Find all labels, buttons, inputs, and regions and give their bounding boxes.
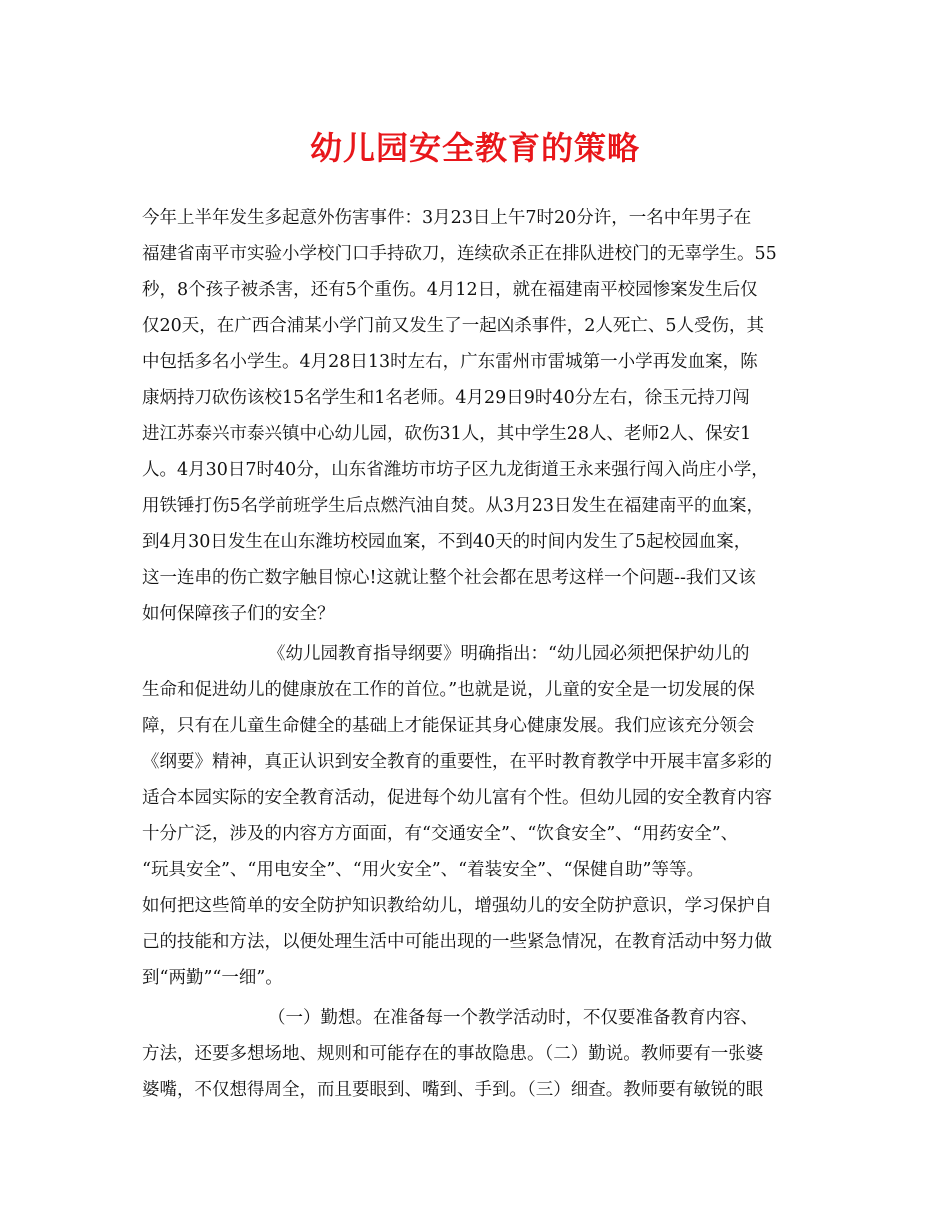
paragraph-line: 仅20天，在广西合浦某小学门前又发生了一起凶杀事件，2人死亡、5人受伤，其 [142, 316, 765, 336]
paragraph-line: 己的技能和方法，以便处理生活中可能出现的一些紧急情况，在教育活动中努力做 [142, 932, 772, 952]
paragraph-line: 中包括多名小学生。4月28日13时左右，广东雷州市雷城第一小学再发血案，陈 [142, 352, 758, 372]
paragraph-line: 秒，8个孩子被杀害，还有5个重伤。4月12日，就在福建南平校园惨案发生后仅 [142, 280, 758, 300]
paragraph-line: 这一连串的伤亡数字触目惊心!这就让整个社会都在思考这样一个问题--我们又该 [142, 568, 756, 588]
paragraph-line: 十分广泛，涉及的内容方方面面，有“交通安全”、“饮食安全”、“用药安全”、 [142, 824, 739, 844]
document-title: 幼儿园安全教育的策略 [309, 129, 640, 167]
paragraph-line: 生命和促进幼儿的健康放在工作的首位。”也就是说，儿童的安全是一切发展的保 [142, 680, 755, 700]
paragraph-line: （一）勤想。在准备每一个教学活动时，不仅要准备教育内容、 [268, 1008, 758, 1028]
paragraph-line: 人。4月30日7时40分，山东省潍坊市坊子区九龙街道王永来强行闯入尚庄小学， [142, 460, 769, 480]
paragraph-line: 用铁锤打伤5名学前班学生后点燃汽油自焚。从3月23日发生在福建南平的血案， [142, 496, 765, 516]
paragraph-line: 婆嘴，不仅想得周全，而且要眼到、嘴到、手到。（三）细查。教师要有敏锐的眼 [142, 1080, 764, 1100]
paragraph-line: 到“两勤”“一细”。 [142, 968, 283, 988]
paragraph-line: “玩具安全”、“用电安全”、“用火安全”、“着装安全”、“保健自助”等等。 [142, 860, 704, 880]
paragraph-line: 福建省南平市实验小学校门口手持砍刀，连续砍杀正在排队进校门的无辜学生。55 [142, 244, 777, 264]
paragraph-line: 障，只有在儿童生命健全的基础上才能保证其身心健康发展。我们应该充分领会 [142, 716, 755, 736]
paragraph-line: 到4月30日发生在山东潍坊校园血案，不到40天的时间内发生了5起校园血案， [142, 532, 752, 552]
paragraph-line: 《幼儿园教育指导纲要》明确指出：“幼儿园必须把保护幼儿的 [268, 644, 750, 664]
paragraph-line: 如何保障孩子们的安全？ [142, 604, 335, 624]
paragraph-line: 方法，还要多想场地、规则和可能存在的事故隐患。（二）勤说。教师要有一张婆 [142, 1044, 764, 1064]
paragraph-line: 康炳持刀砍伤该校15名学生和1名老师。4月29日9时40分左右，徐玉元持刀闯 [142, 388, 750, 408]
paragraph-line: 如何把这些简单的安全防护知识教给幼儿，增强幼儿的安全防护意识，学习保护自 [142, 896, 772, 916]
paragraph-line: 《纲要》精神，真正认识到安全教育的重要性，在平时教育教学中开展丰富多彩的 [142, 752, 772, 772]
paragraph-line: 今年上半年发生多起意外伤害事件：3月23日上午7时20分许，一名中年男子在 [142, 208, 752, 228]
paragraph-line: 适合本园实际的安全教育活动，促进每个幼儿富有个性。但幼儿园的安全教育内容 [142, 788, 772, 808]
paragraph-line: 进江苏泰兴市泰兴镇中心幼儿园，砍伤31人，其中学生28人、老师2人、保安1 [142, 424, 752, 444]
